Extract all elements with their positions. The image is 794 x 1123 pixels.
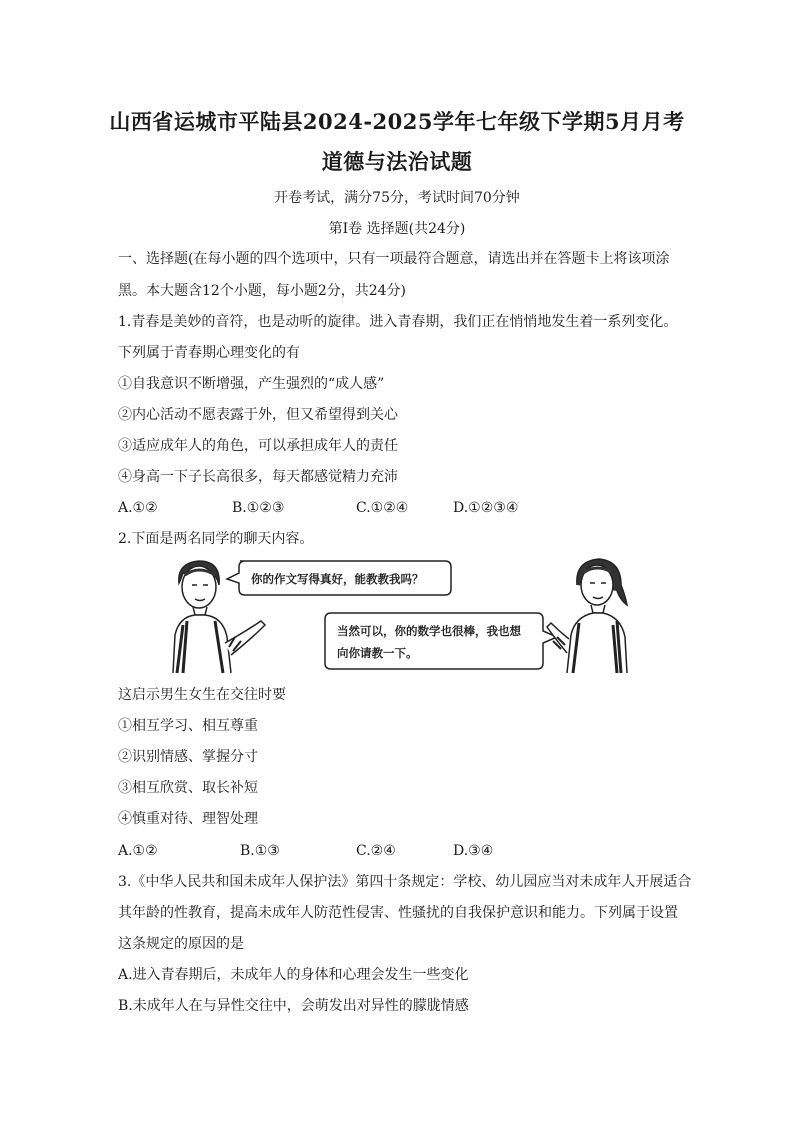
q2-item: ④慎重对待、理智处理 <box>118 811 258 827</box>
bubble-left-text: 你的作文写得真好，能教教我吗？ <box>251 572 424 586</box>
q2-option-a: A.①② <box>118 843 158 859</box>
exam-title-line1: 山西省运城市平陆县2024-2025学年七年级下学期5月月考 <box>109 109 685 134</box>
q3-stem-line2: 其年龄的性教育，提高未成年人防范性侵害、性骚扰的自我保护意识和能力。下列属于设置 <box>118 905 678 921</box>
girl-figure <box>547 559 627 673</box>
q2-prompt: 这启示男生女生在交往时要 <box>118 687 286 703</box>
q3-option-b: B.未成年人在与异性交往中，会萌发出对异性的朦胧情感 <box>118 998 469 1014</box>
speech-bubble-left <box>227 561 451 595</box>
volume-title: 第Ⅰ卷 选择题(共24分) <box>328 221 466 237</box>
q2-item: ②识别情感、掌握分寸 <box>118 749 258 765</box>
speech-bubble-right <box>325 613 557 669</box>
q3-stem-line3: 这条规定的原因的是 <box>118 936 244 952</box>
q2-item: ③相互欣赏、取长补短 <box>118 780 258 796</box>
q2-option-b: B.①③ <box>240 843 280 859</box>
bubble-right-text-line1: 当然可以，你的数学也很棒，我也想 <box>337 624 521 638</box>
q1-item: ①自我意识不断增强，产生强烈的“成人感” <box>118 376 385 392</box>
q1-option-c: C.①②④ <box>356 500 409 516</box>
q1-option-d: D.①②③④ <box>453 500 519 516</box>
q3-option-a: A.进入青春期后，未成年人的身体和心理会发生一些变化 <box>118 967 469 983</box>
q2-option-c: C.②④ <box>356 843 396 859</box>
q1-stem-line1: 1.青春是美妙的音符，也是动听的旋律。进入青春期，我们正在悄悄地发生着一系列变化。 <box>118 314 678 330</box>
bubble-right-text-line2: 向你请教一下。 <box>337 646 418 660</box>
q2-option-d: D.③④ <box>453 843 494 859</box>
q1-item: ②内心活动不愿表露于外，但又希望得到关心 <box>118 407 398 423</box>
q1-stem-line2: 下列属于青春期心理变化的有 <box>118 345 300 361</box>
q1-item: ④身高一下子长高很多，每天都感觉精力充沛 <box>118 469 398 485</box>
q3-stem-line1: 3.《中华人民共和国未成年人保护法》第四十条规定：学校、幼儿园应当对未成年人开展适合 <box>118 874 692 890</box>
q1-item: ③适应成年人的角色，可以承担成年人的责任 <box>118 438 398 454</box>
section-instructions-line2: 黑。本大题含12个小题，每小题2分，共24分) <box>118 283 406 299</box>
q1-option-a: A.①② <box>118 500 158 516</box>
exam-title-line2: 道德与法治试题 <box>321 149 473 174</box>
section-instructions-line1: 一、选择题(在每小题的四个选项中，只有一项最符合题意，请选出并在答题卡上将该项涂 <box>118 251 670 267</box>
exam-info: 开卷考试，满分75分，考试时间70分钟 <box>274 190 520 206</box>
q1-option-b: B.①②③ <box>232 500 285 516</box>
q2-item: ①相互学习、相互尊重 <box>118 718 258 734</box>
q2-stem: 2.下面是两名同学的聊天内容。 <box>118 531 314 547</box>
chat-illustration <box>165 555 635 675</box>
